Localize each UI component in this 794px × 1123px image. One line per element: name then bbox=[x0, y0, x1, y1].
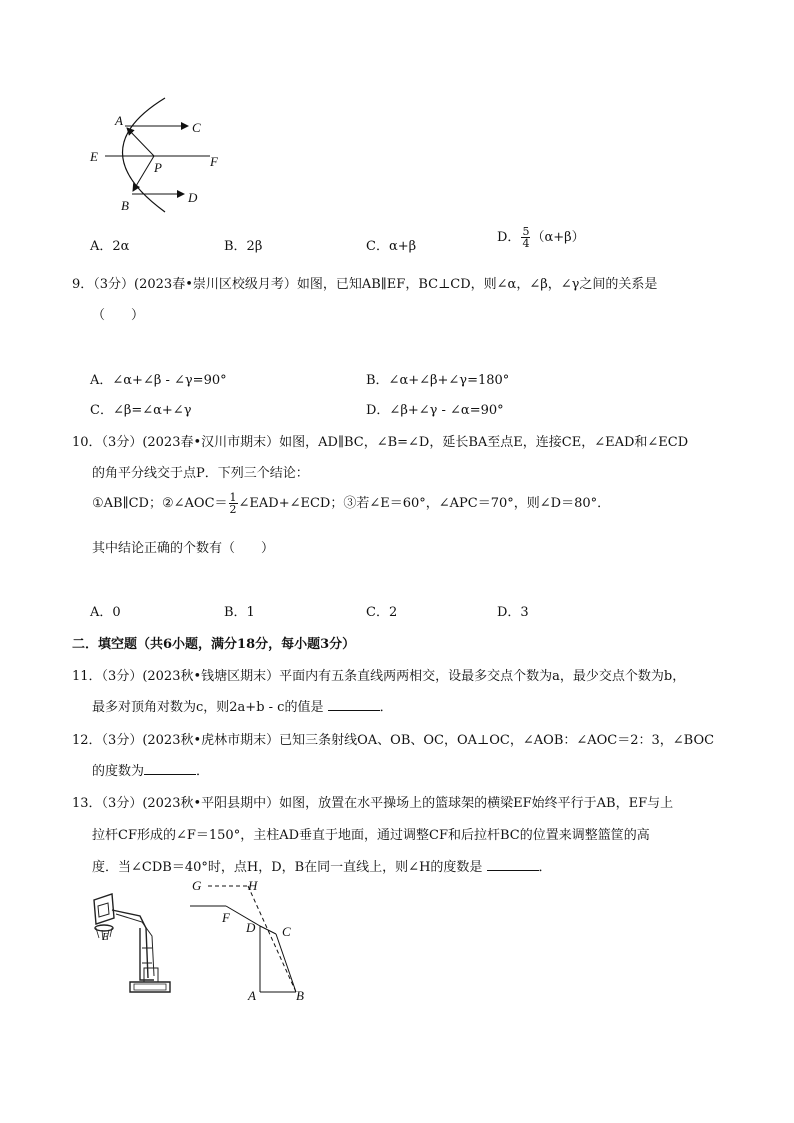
ray-pb bbox=[133, 156, 154, 191]
label-e: E bbox=[90, 149, 98, 164]
label-a: A bbox=[115, 113, 123, 128]
q9-stem-line1: 9．（3分）(2023春•崇川区校级月考）如图，已知AB∥EF，BC⊥CD，则∠α，∠β，∠γ之间的关系是 bbox=[72, 277, 658, 292]
q10-option-a: A．0 bbox=[90, 605, 121, 620]
label-d: D bbox=[246, 920, 256, 935]
q13-stem-line1: 13．（3分）(2023秋•平阳县期中）如图，放置在水平操场上的篮球架的横梁EF始终平行于AB，EF与上 bbox=[72, 796, 674, 811]
fraction-numerator: 1 bbox=[229, 491, 237, 504]
fraction-numerator: 5 bbox=[522, 225, 530, 238]
q10-conclusion-part1: ①AB∥CD；②∠AOC＝ bbox=[92, 496, 228, 511]
q8-option-a: A．2α bbox=[90, 239, 130, 254]
q8-option-d-prefix: D． bbox=[497, 230, 521, 245]
q11-line2-text: 最多对顶角对数为c，则2a+b - c的值是 bbox=[92, 700, 324, 715]
q8-option-d-suffix: （α+β） bbox=[531, 230, 585, 245]
label-a: A bbox=[248, 988, 256, 1003]
q9-stem-line2: （ ） bbox=[92, 308, 145, 323]
q12-line2-text: 的度数为 bbox=[92, 764, 145, 779]
q9-option-a: A．∠α+∠β - ∠γ=90° bbox=[90, 373, 227, 388]
q9-option-b: B．∠α+∠β+∠γ=180° bbox=[366, 373, 510, 388]
q13-geometry-diagram bbox=[186, 876, 316, 1006]
q11-stem-line2 bbox=[92, 696, 393, 715]
segment-hb bbox=[248, 886, 296, 992]
q11-stem-line1: 11．（3分）(2023秋•钱塘区期末）平面内有五条直线两两相交，设最多交点个数为a，最少交点个数为b， bbox=[72, 669, 686, 684]
ray-pa bbox=[127, 128, 154, 156]
q12-stem-line2 bbox=[92, 760, 209, 779]
q12-period: ． bbox=[196, 764, 210, 779]
q10-option-d: D．3 bbox=[497, 605, 529, 620]
q8-figure bbox=[80, 92, 240, 222]
q8-option-d-fraction bbox=[521, 226, 530, 249]
label-f: F bbox=[210, 154, 218, 169]
q8-option-b: B．2β bbox=[224, 239, 263, 254]
q9-option-d: D．∠β+∠γ - ∠α=90° bbox=[366, 403, 504, 418]
q10-fraction bbox=[229, 492, 238, 515]
q10-conclusions bbox=[92, 492, 610, 515]
fraction-denominator: 2 bbox=[229, 503, 237, 516]
label-h: H bbox=[248, 878, 258, 893]
label-c: C bbox=[282, 924, 291, 939]
basketball-stand-sketch bbox=[82, 888, 182, 1003]
q13-period: ． bbox=[538, 860, 552, 875]
label-c: C bbox=[192, 120, 201, 135]
label-b: B bbox=[121, 198, 129, 213]
q10-option-b: B．1 bbox=[224, 605, 255, 620]
label-g: G bbox=[192, 878, 202, 893]
photo-label-e: E bbox=[102, 931, 109, 943]
fraction-denominator: 4 bbox=[522, 237, 530, 250]
q10-conclusion-part2: ∠EAD+∠ECD；③若∠E＝60°，∠APC＝70°，则∠D＝80°． bbox=[238, 496, 611, 511]
segment-cb bbox=[276, 934, 296, 992]
q8-option-c: C．α+β bbox=[366, 239, 417, 254]
label-p: P bbox=[154, 160, 162, 175]
q13-answer-blank[interactable] bbox=[487, 858, 539, 871]
q10-stem-line2: 的角平分线交于点P．下列三个结论： bbox=[92, 466, 309, 481]
label-b: B bbox=[296, 988, 304, 1003]
q11-answer-blank[interactable] bbox=[328, 698, 380, 711]
label-f: F bbox=[222, 910, 230, 925]
q8-option-d bbox=[497, 226, 585, 249]
q10-stem-line4: 其中结论正确的个数有（ ） bbox=[92, 541, 275, 556]
label-d: D bbox=[188, 190, 198, 205]
q12-stem-line1: 12．（3分）(2023秋•虎林市期末）已知三条射线OA、OB、OC，OA⊥OC，∠AOB：∠AOC＝2：3，∠BOC bbox=[72, 733, 715, 748]
q12-answer-blank[interactable] bbox=[144, 762, 196, 775]
parabola-curve bbox=[123, 98, 166, 212]
q10-stem-line1: 10．（3分）(2023春•汉川市期末）如图，AD∥BC，∠B=∠D，延长BA至点E，连接CE，∠EAD和∠ECD bbox=[72, 435, 689, 450]
q10-option-c: C．2 bbox=[366, 605, 398, 620]
section-heading-fill-in: 二．填空题（共6小题，满分18分，每小题3分） bbox=[72, 637, 356, 652]
q13-stem-line3 bbox=[92, 856, 552, 875]
segment-dc bbox=[260, 926, 276, 934]
q13-stem-line2: 拉杆CF形成的∠F＝150°，主柱AD垂直于地面，通过调整CF和后拉杆BC的位置来调整篮筐的高 bbox=[92, 828, 650, 843]
q13-line3-text: 度．当∠CDB＝40°时，点H，D，B在同一直线上，则∠H的度数是 bbox=[92, 860, 483, 875]
q9-option-c: C．∠β=∠α+∠γ bbox=[90, 403, 192, 418]
q11-period: ． bbox=[379, 700, 393, 715]
